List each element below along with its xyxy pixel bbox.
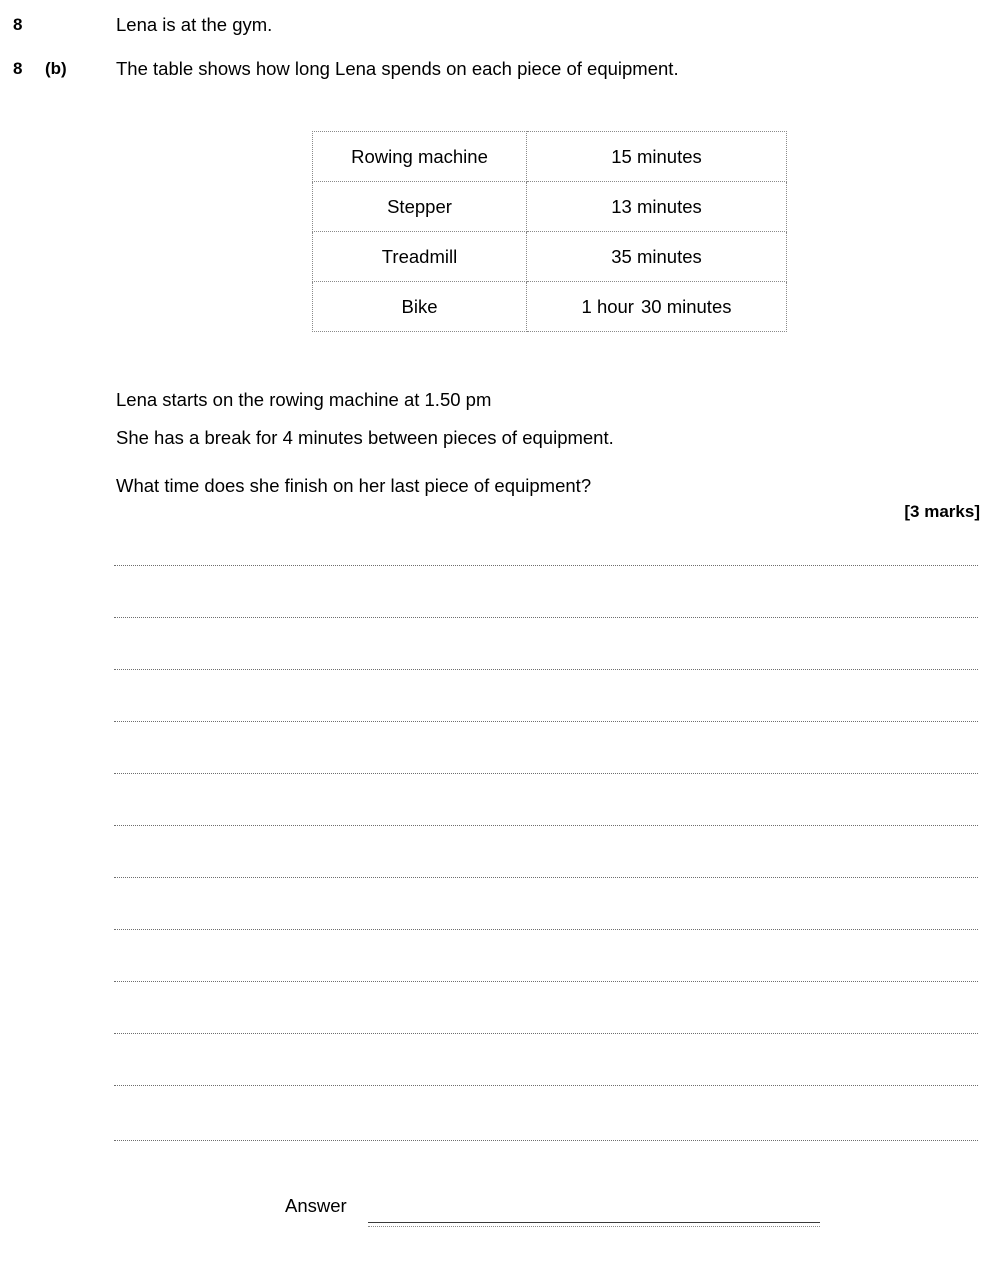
question-number: 8 <box>13 15 23 34</box>
equipment-duration-cell: 35 minutes <box>527 232 787 282</box>
duration-minutes-part: 30 minutes <box>640 295 732 317</box>
answer-ruled-line[interactable] <box>114 1085 978 1086</box>
answer-ruled-line[interactable] <box>114 669 978 670</box>
equipment-name-cell: Stepper <box>313 182 527 232</box>
question-part-label: (b) <box>45 59 67 78</box>
answer-ruled-line[interactable] <box>114 565 978 566</box>
marks-allocation: [3 marks] <box>904 502 980 521</box>
equipment-name-cell: Rowing machine <box>313 132 527 182</box>
answer-input-line-shadow <box>368 1226 820 1227</box>
answer-ruled-line[interactable] <box>114 929 978 930</box>
table-body <box>313 132 787 332</box>
equipment-duration-cell: 15 minutes <box>527 132 787 182</box>
question-stem-text: Lena is at the gym. <box>116 14 273 35</box>
answer-ruled-line[interactable] <box>114 1033 978 1034</box>
equipment-duration-table <box>312 131 787 332</box>
answer-label: Answer <box>285 1195 347 1216</box>
duration-hours-part: 1 hour <box>581 295 634 317</box>
statement-question-prompt: What time does she finish on her last piece of equipment? <box>116 475 592 496</box>
question-number-repeat: 8 <box>13 59 23 78</box>
table-row <box>313 282 787 332</box>
equipment-duration-cell: 13 minutes <box>527 182 787 232</box>
table-row <box>313 182 787 232</box>
answer-ruled-line[interactable] <box>114 877 978 878</box>
answer-ruled-line[interactable] <box>114 1140 978 1141</box>
statement-break-duration: She has a break for 4 minutes between pieces of equipment. <box>116 427 614 448</box>
answer-ruled-line[interactable] <box>114 825 978 826</box>
question-part-row <box>0 54 988 84</box>
statement-start-time: Lena starts on the rowing machine at 1.50 pm <box>116 389 492 410</box>
answer-ruled-line[interactable] <box>114 981 978 982</box>
answer-ruled-line[interactable] <box>114 617 978 618</box>
answer-input-line[interactable] <box>368 1222 820 1223</box>
answer-ruled-line[interactable] <box>114 773 978 774</box>
question-stem-row <box>0 10 988 40</box>
table-row <box>313 232 787 282</box>
equipment-name-cell: Bike <box>313 282 527 332</box>
equipment-duration-cell <box>527 282 787 332</box>
answer-ruled-line[interactable] <box>114 721 978 722</box>
question-part-text: The table shows how long Lena spends on each piece of equipment. <box>116 58 679 79</box>
table-row <box>313 132 787 182</box>
equipment-name-cell: Treadmill <box>313 232 527 282</box>
